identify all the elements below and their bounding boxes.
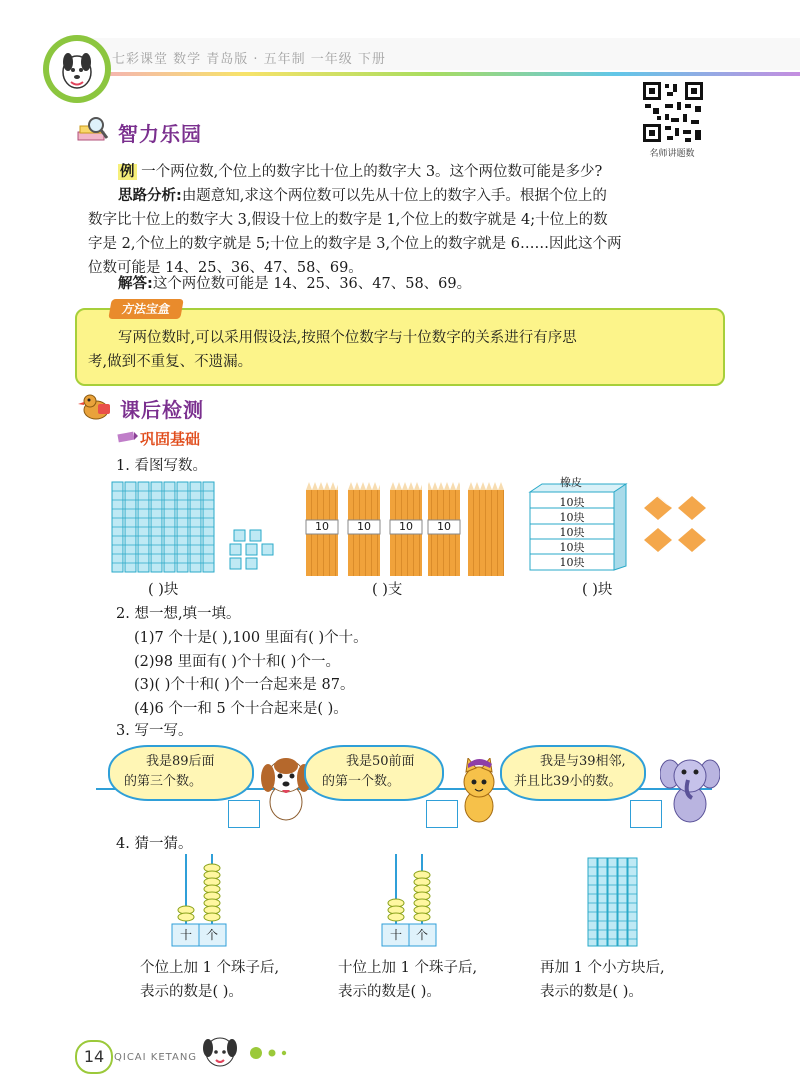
- eraser-1: [644, 494, 672, 520]
- bubble-3-line-1: 我是与39相邻,: [540, 754, 626, 769]
- eraser-box-row-3: 10块: [559, 526, 585, 539]
- loose-erasers-figure: [640, 494, 712, 556]
- footer-dots-icon: [248, 1046, 296, 1060]
- bubble-1-line-2: 的第三个数。: [124, 774, 203, 789]
- q4-caption-3-line-2[interactable]: 表示的数是( )。: [540, 984, 643, 1000]
- bundle-label-1: 10: [315, 520, 329, 533]
- q4-caption-1-line-2[interactable]: 表示的数是( )。: [140, 984, 243, 1000]
- header-title: 七彩课堂 数学 青岛版 · 五年制 一年级 下册: [112, 52, 386, 67]
- footer-dog-mascot-icon: [196, 1030, 244, 1074]
- elephant-mascot-icon: [660, 750, 720, 826]
- qr-code-icon: [641, 80, 705, 144]
- bundle-label-2: 10: [357, 520, 371, 533]
- q1-blank-3[interactable]: ( )块: [582, 582, 613, 598]
- eraser-box-row-4: 10块: [559, 541, 585, 554]
- analysis-text-1: 由题意知,求这个两位数可以先从十位上的数字入手。根据个位上的: [181, 188, 607, 204]
- bubble-3-line-2: 并且比39小的数。: [514, 774, 622, 789]
- cat-mascot-icon: [454, 758, 504, 824]
- analysis-line-4: 位数可能是 14、25、36、47、58、69。: [88, 260, 363, 276]
- bundle-label-4: 10: [437, 520, 451, 533]
- bundle-label-3: 10: [399, 520, 413, 533]
- analysis-line-1: [118, 184, 607, 208]
- analysis-line-3: 字是 2,个位上的数字就是 5;十位上的数字是 3,个位上的数字就是 6……因此这个两: [88, 236, 622, 252]
- eraser-box-row-2: 10块: [559, 511, 585, 524]
- method-tag: 方法宝盒: [108, 299, 184, 319]
- bubble-2-line-1: 我是50前面: [346, 754, 415, 769]
- answer-line: [118, 272, 471, 296]
- eraser-box-row-1: 10块: [559, 496, 585, 509]
- magnifier-books-icon: [76, 116, 110, 146]
- answer-text: 这个两位数可能是 14、25、36、47、58、69。: [152, 276, 472, 292]
- q4-title: 4. 猜一猜。: [116, 836, 193, 852]
- mascot-dog-logo-icon: [40, 32, 114, 106]
- q4-caption-2-line-1: 十位上加 1 个珠子后,: [338, 960, 478, 976]
- footer-brand: QICAI KETANG: [114, 1052, 198, 1063]
- q2-title: 2. 想一想,填一填。: [116, 606, 241, 622]
- method-line-2: 考,做到不重复、不遗漏。: [88, 354, 253, 370]
- q1-blank-1[interactable]: ( )块: [148, 582, 179, 598]
- q1-title: 1. 看图写数。: [116, 458, 207, 474]
- eraser-3: [644, 528, 672, 552]
- bubble-2-line-2: 的第一个数。: [322, 774, 401, 789]
- example-label: 例: [120, 164, 135, 180]
- q2-item-3[interactable]: (3)( )个十和( )个一合起来是 87。: [134, 677, 355, 693]
- eraser-2: [678, 496, 706, 520]
- q3-answer-box-3[interactable]: [630, 800, 662, 828]
- q4-caption-2-line-2[interactable]: 表示的数是( )。: [338, 984, 441, 1000]
- q2-item-4[interactable]: (4)6 个一和 5 个十合起来是( )。: [134, 701, 348, 717]
- q4-caption-3-line-1: 再加 1 个小方块后,: [540, 960, 665, 976]
- bubble-1-line-1: 我是89后面: [146, 754, 215, 769]
- cube-rods-figure: [584, 856, 644, 948]
- section-title-kehou: 课后检测: [120, 398, 204, 422]
- q3-title: 3. 写一写。: [116, 723, 193, 739]
- abacus-2-ones-label: 个: [415, 928, 428, 942]
- bundle-5: [468, 482, 504, 576]
- pencil-icon: [116, 430, 138, 444]
- analysis-label: 思路分析:: [118, 188, 182, 204]
- eraser-box-row-5: 10块: [559, 556, 585, 569]
- base-ten-rods-figure: [108, 480, 278, 574]
- page-number: 14: [75, 1040, 113, 1074]
- q1-blank-2[interactable]: ( )支: [372, 582, 403, 598]
- q3-answer-box-1[interactable]: [228, 800, 260, 828]
- example-text: 一个两位数,个位上的数字比十位上的数字大 3。这个两位数可能是多少?: [141, 164, 603, 180]
- qr-caption: 名师讲题数: [649, 149, 695, 159]
- abacus-2-tens-label: 十: [389, 928, 402, 942]
- subtitle-gonggu: 巩固基础: [140, 430, 201, 448]
- section-title-zhili: 智力乐园: [118, 122, 202, 146]
- abacus-1-tens-label: 十: [179, 928, 192, 942]
- q4-caption-1-line-1: 个位上加 1 个珠子后,: [140, 960, 280, 976]
- answer-label: 解答:: [118, 276, 153, 292]
- q2-item-1[interactable]: (1)7 个十是( ),100 里面有( )个十。: [134, 630, 368, 646]
- abacus-1-ones-label: 个: [205, 928, 218, 942]
- bird-mascot-icon: [76, 392, 114, 422]
- eraser-4: [678, 528, 706, 552]
- example-line: [118, 160, 602, 184]
- eraser-box-header: 橡皮: [560, 476, 582, 489]
- method-line-1: 写两位数时,可以采用假设法,按照个位数字与十位数字的关系进行有序思: [118, 330, 577, 346]
- q2-item-2[interactable]: (2)98 里面有( )个十和( )个一。: [134, 654, 340, 670]
- analysis-line-2: 数字比十位上的数字大 3,假设十位上的数字是 1,个位上的数字就是 4;十位上的数: [88, 212, 608, 228]
